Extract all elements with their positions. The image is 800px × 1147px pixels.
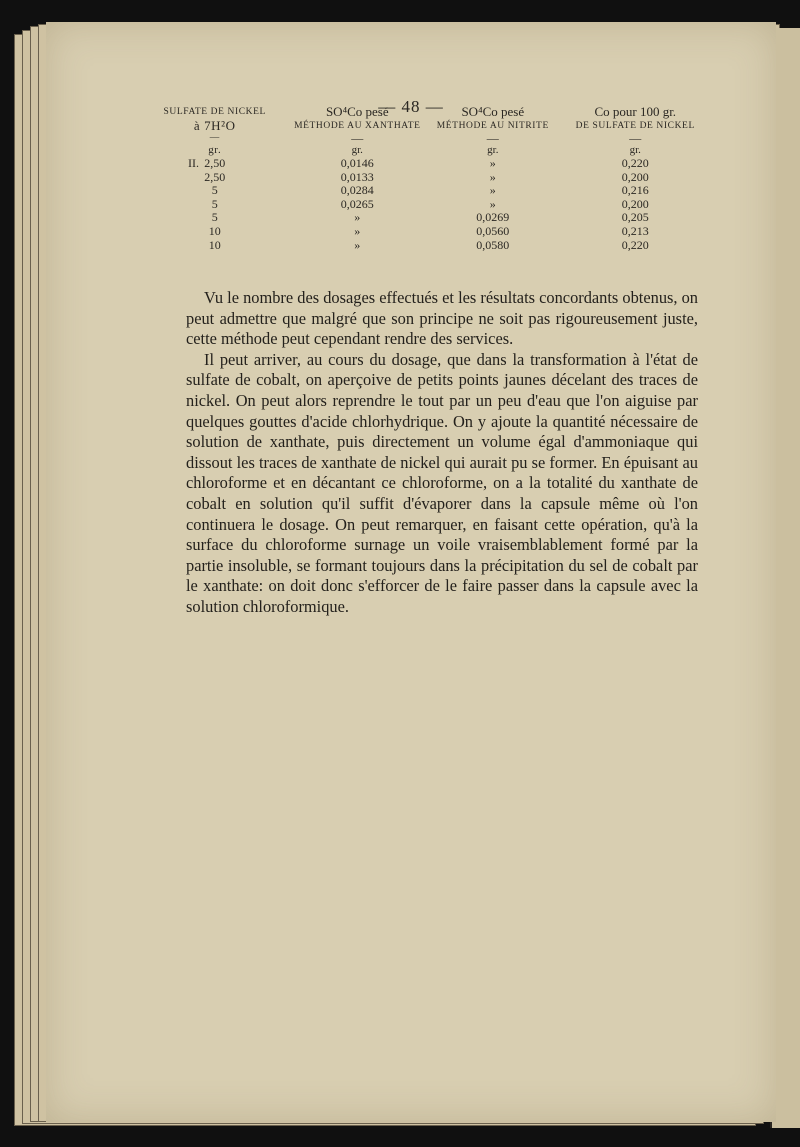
cell-sulfate (140, 225, 289, 239)
cell-value: 0,0133 (340, 169, 374, 184)
cell-value: » (489, 183, 496, 198)
cell-cobalt (561, 171, 711, 185)
cell-cobalt (561, 184, 711, 198)
cell-nitrite (425, 157, 560, 171)
header-dash: — (486, 131, 499, 145)
header-line: SULFATE DE NICKEL (163, 107, 266, 117)
cell-value: 0,205 (621, 210, 649, 225)
row-label: II. (188, 156, 199, 170)
cell-sulfate (140, 211, 289, 225)
table-row (140, 225, 710, 239)
cell-nitrite (425, 239, 560, 253)
cell-xanthate (289, 171, 425, 185)
unit-label: gr. (629, 144, 641, 156)
header-sulfate-de-nickel (140, 105, 289, 157)
cell-value: 5 (211, 183, 218, 198)
header-line: Co pour 100 gr. (594, 104, 677, 119)
cell-cobalt (561, 239, 711, 253)
cell-value: 0,220 (621, 156, 649, 170)
cell-value: 2,50 (204, 156, 226, 170)
cell-cobalt (561, 157, 711, 171)
page-number: — 48 — (378, 97, 444, 116)
cell-value: » (489, 156, 496, 170)
header-line: MÉTHODE AU NITRITE (436, 121, 549, 131)
cell-value: 0,220 (621, 237, 649, 252)
cell-value: » (489, 196, 496, 211)
paragraph-2: Il peut arriver, au cours du dosage, que dans la transformation à l'état de sulfate de cobalt, on aperçoive de petits points jaunes décelant des traces de nickel. On peut alors reprendre le tout par un peu d'eau que l'on aiguise par quelques gouttes d'acide chlorhydrique. On y ajoute la quantité nécessaire de solution de xanthate, puis directement un volume égal d'ammoniaque qui dissout les traces de xanthate de nickel qui aurait pu se former. En épuisant au chloroforme et en décantant ce chloroforme, on a la totalité du xanthate de cobalt en solution qu'il suffit d'évaporer dans la capsule même où l'on continuera le dosage. On peut remarquer, en faisant cette opération, qu'à la surface du chloroforme surnage un voile vraisemblablement formé par la partie insoluble, se formant toujours dans la précipitation du sel de cobalt par le xanthate: on doit donc s'efforcer de le faire passer dans la capsule avec la solution chloroformique. (186, 349, 698, 616)
cell-xanthate (289, 157, 425, 171)
cell-value: 0,216 (621, 183, 649, 198)
unit-label: gr. (208, 144, 222, 156)
cell-value: 0,0560 (476, 223, 510, 238)
cell-value: » (354, 210, 361, 225)
cell-nitrite (425, 198, 560, 212)
unit-label: gr. (487, 144, 499, 156)
cell-nitrite (425, 171, 560, 185)
header-nitrite (425, 105, 560, 157)
cell-cobalt (561, 198, 711, 212)
header-cobalt-percent (561, 105, 711, 157)
body-text (186, 288, 698, 618)
table-row (140, 198, 710, 212)
cell-value: 10 (208, 237, 221, 252)
table-row (140, 157, 710, 171)
cell-value: 0,0284 (340, 183, 374, 198)
header-dash: — (209, 133, 220, 143)
header-dash: — (629, 131, 642, 145)
cell-value: 0,200 (621, 169, 649, 184)
cell-sulfate (140, 157, 289, 171)
paragraph-1: Vu le nombre des dosages effectués et les résultats concordants obtenus, on peut admettre que malgré que son principe ne soit pas rigoureusement juste, cette méthode peut cependant rendre des services. (186, 288, 698, 349)
cell-sulfate (140, 198, 289, 212)
results-table (140, 105, 710, 252)
cell-sulfate (140, 239, 289, 253)
cell-value: 0,0580 (476, 237, 510, 252)
cell-value: 5 (211, 210, 218, 225)
cell-cobalt (561, 211, 711, 225)
cell-value: 5 (211, 196, 218, 211)
cell-xanthate (289, 184, 425, 198)
cell-value: 0,200 (621, 196, 649, 211)
table-row (140, 184, 710, 198)
cell-cobalt (561, 225, 711, 239)
cell-value: 0,0146 (340, 156, 374, 170)
cell-value: 0,0265 (340, 196, 374, 211)
cell-xanthate (289, 225, 425, 239)
cell-xanthate (289, 198, 425, 212)
header-xanthate (289, 105, 425, 157)
cell-nitrite (425, 225, 560, 239)
cell-nitrite (425, 211, 560, 225)
cell-nitrite (425, 184, 560, 198)
cell-value: » (489, 169, 496, 184)
cell-value: 10 (208, 223, 221, 238)
table-row (140, 211, 710, 225)
header-line: MÉTHODE AU XANTHATE (294, 121, 421, 131)
header-line: SO⁴Co pesé (461, 104, 525, 119)
cell-sulfate (140, 184, 289, 198)
header-line: DE SULFATE DE NICKEL (575, 121, 695, 131)
cell-sulfate (140, 171, 289, 185)
cell-xanthate (289, 239, 425, 253)
header-line: à 7H²O (193, 118, 236, 133)
cell-value: » (354, 237, 361, 252)
table-body (140, 157, 710, 252)
cell-value: 2,50 (204, 169, 226, 184)
cell-value: » (354, 223, 361, 238)
table-header-row (140, 105, 710, 157)
unit-label: gr. (351, 144, 363, 156)
header-line: SO⁴Co pesé (325, 104, 389, 119)
cell-xanthate (289, 211, 425, 225)
table-row (140, 239, 710, 253)
cell-value: 0,0269 (476, 210, 510, 225)
header-dash: — (351, 131, 364, 145)
cell-value: 0,213 (621, 223, 649, 238)
table-row (140, 171, 710, 185)
